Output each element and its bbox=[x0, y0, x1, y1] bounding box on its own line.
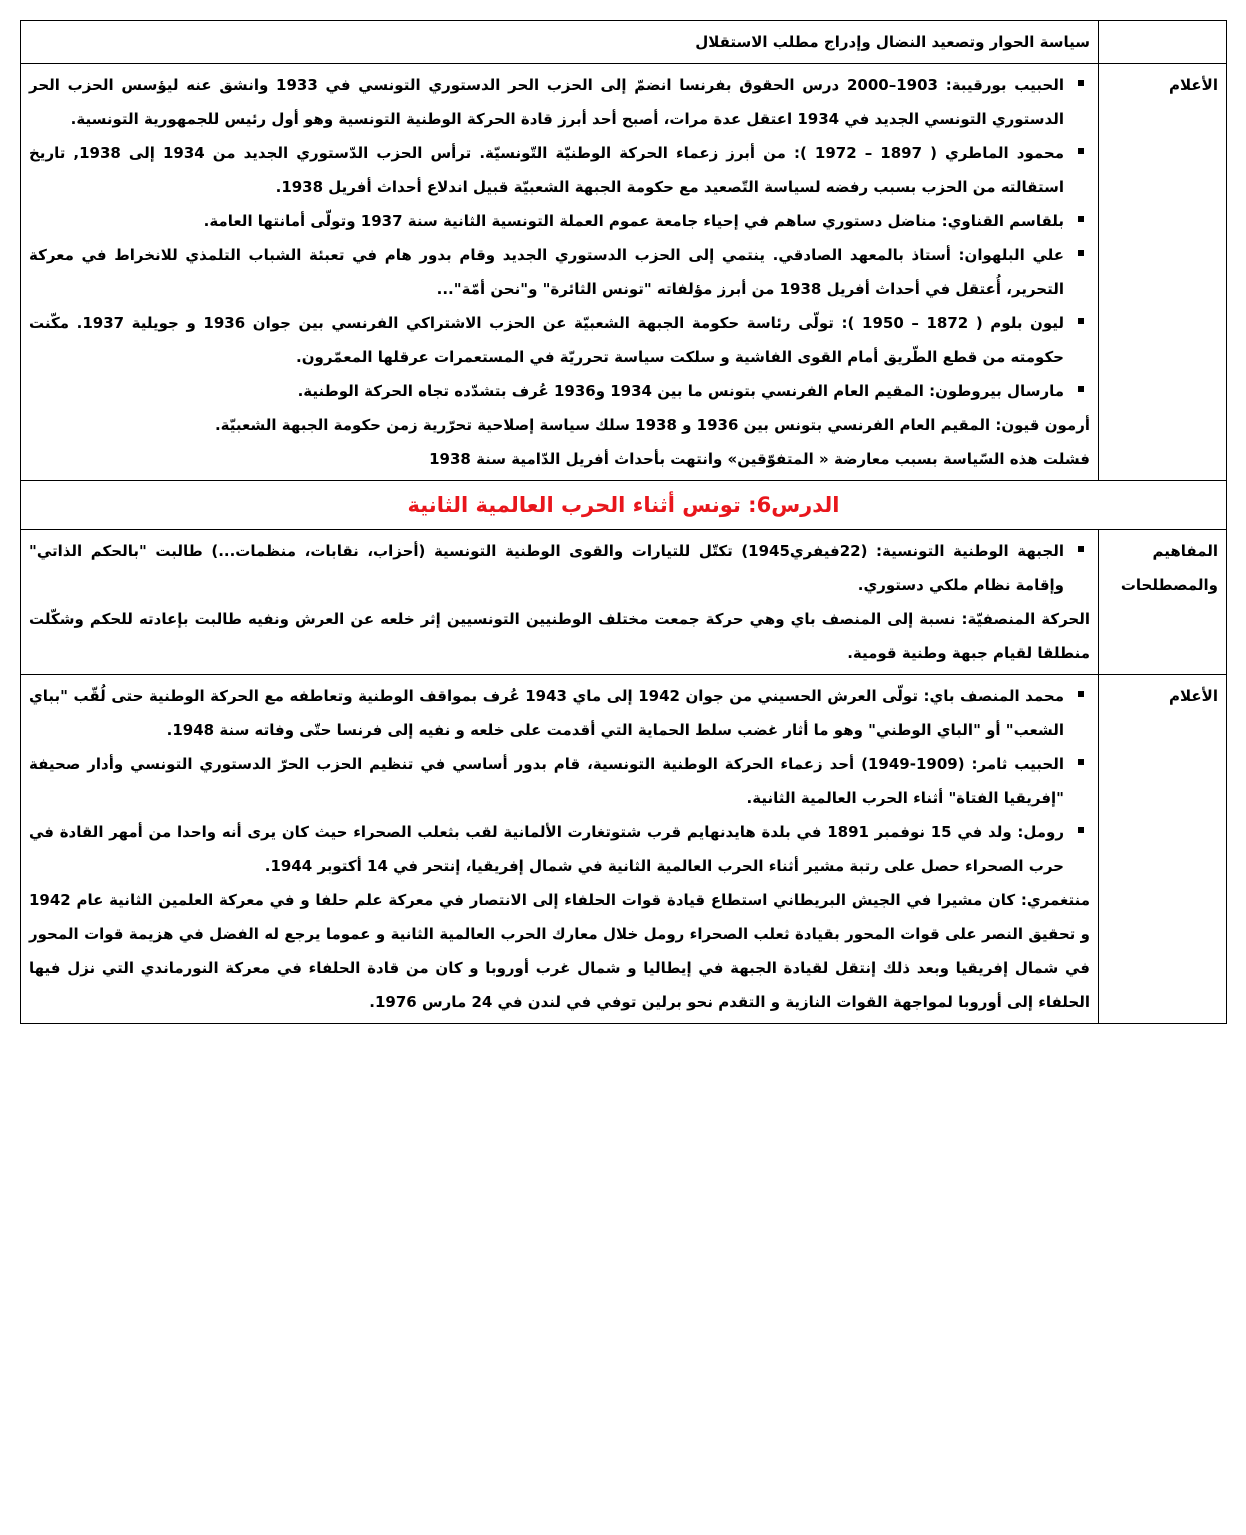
list-item: ليون بلوم ( 1872 – 1950 ): تولّى رئاسة حكومة الجبهة الشعبيّة عن الحزب الاشتراكي الفرنسي بين جوان 1936 و جويلية 1937. مكّنت حكومته من قطع الطّريق أمام القوى الفاشية و سلكت سياسة تحرريّة في المستعمرات عرقلها المعمّرون. bbox=[29, 306, 1090, 374]
empty-label-cell bbox=[1099, 21, 1227, 64]
row-label-concepts bbox=[1099, 530, 1227, 675]
alam-content bbox=[21, 675, 1099, 1024]
alam-content bbox=[21, 64, 1099, 481]
concepts-content bbox=[21, 530, 1099, 675]
section-title-row bbox=[21, 21, 1227, 64]
list-item: الحبيب ثامر: (1909-1949) أحد زعماء الحركة الوطنية التونسية، قام بدور أساسي في تنظيم الحزب الحرّ الدستوري التونسي وأدار صحيفة "إفريقيا الفتاة" أثناء الحرب العالمية الثانية. bbox=[29, 747, 1090, 815]
section-alam-1 bbox=[21, 64, 1227, 481]
list-item: رومل: ولد في 15 نوفمبر 1891 في بلدة هايدنهايم قرب شتوتغارت الألمانية لقب بثعلب الصحراء حيث كان يرى أنه واحدا من أمهر القادة في حرب الصحراء حصل على رتبة مشير أثناء الحرب العالمية الثانية في شمال إفريقيا، إنتحر في 14 أكتوبر 1944. bbox=[29, 815, 1090, 883]
alam-list bbox=[29, 679, 1090, 883]
paragraph: الحركة المنصفيّة: نسبة إلى المنصف باي وهي حركة جمعت مختلف الوطنيين التونسيين إثر خلعه عن العرش ونفيه طالبت بإعادته للحكم وشكّلت منطلقا لقيام جبهة وطنية قومية. bbox=[29, 610, 1090, 662]
section-concepts bbox=[21, 530, 1227, 675]
lesson-title-row bbox=[21, 481, 1227, 530]
lesson-title: الدرس6: تونس أثناء الحرب العالمية الثانية bbox=[21, 481, 1227, 530]
list-item: مارسال بيروطون: المقيم العام الفرنسي بتونس ما بين 1934 و1936 عُرف بتشدّده تجاه الحركة الوطنية. bbox=[29, 374, 1090, 408]
row-label-line: المفاهيم bbox=[1152, 542, 1218, 560]
paragraph: فشلت هذه السّياسة بسبب معارضة « المتفوّقين» وانتهت بأحداث أفريل الدّامية سنة 1938 bbox=[429, 450, 1090, 468]
concepts-list bbox=[29, 534, 1090, 602]
list-item: الحبيب بورقيبة: 1903–2000 درس الحقوق بفرنسا انضمّ إلى الحزب الحر الدستوري التونسي في 1933 وانشق عنه ليؤسس الحزب الحر الدستوري التونسي الجديد في 1934 اعتقل عدة مرات، أصبح أحد أبرز قادة الحركة الوطنية التونسية وهو أول رئيس للجمهورية التونسية. bbox=[29, 68, 1090, 136]
alam-list bbox=[29, 68, 1090, 408]
row-label-line: والمصطلحات bbox=[1120, 576, 1218, 594]
list-item: علي البلهوان: أستاذ بالمعهد الصادقي. ينتمي إلى الحزب الدستوري الجديد وقام بدور هام في تعبئة الشباب التلمذي للانخراط في معركة التحرير، أُعتقل في أحداث أفريل 1938 من أبرز مؤلفاته "تونس الثائرة" و"نحن أمّة"... bbox=[29, 238, 1090, 306]
paragraph: أرمون قيون: المقيم العام الفرنسي بتونس بين 1936 و 1938 سلك سياسة إصلاحية تحرّرية زمن حكومة الجبهة الشعبيّة. bbox=[214, 416, 1090, 434]
document-table bbox=[20, 20, 1227, 1024]
list-item: بلقاسم القناوي: مناضل دستوري ساهم في إحياء جامعة عموم العملة التونسية الثانية سنة 1937 وتولّى أمانتها العامة. bbox=[29, 204, 1090, 238]
row-label-alam: الأعلام bbox=[1099, 64, 1227, 481]
paragraph: منتغمري: كان مشيرا في الجيش البريطاني استطاع قيادة قوات الحلفاء إلى الانتصار في معركة علم حلفا و في معركة العلمين الثانية عام 1942 و تحقيق النصر على قوات المحور بقيادة ثعلب الصحراء رومل خلال معارك الحرب العالمية الثانية و عموما يرجع له الفضل في هزيمة قوات المحور في شمال إفريقيا وبعد ذلك إنتقل لقيادة الجبهة في إيطاليا و شمال غرب أوروبا و كان من قادة الحلفاء في معركة النورماندي التي نزل فيها الحلفاء إلى أوروبا لمواجهة القوات النازية و التقدم نحو برلين توفي في لندن في 24 مارس 1976. bbox=[29, 891, 1090, 1011]
list-item: محمود الماطري ( 1897 – 1972 ): من أبرز زعماء الحركة الوطنيّة التّونسيّة. ترأس الحزب الدّستوري الجديد من 1934 إلى 1938, تاريخ استقالته من الحزب بسبب رفضه لسياسة التّصعيد مع حكومة الجبهة الشعبيّة قبيل اندلاع أحداث أفريل 1938. bbox=[29, 136, 1090, 204]
section-alam-2 bbox=[21, 675, 1227, 1024]
list-item: محمد المنصف باي: تولّى العرش الحسيني من جوان 1942 إلى ماي 1943 عُرف بمواقف الوطنية وتعاطفه مع الحركة الوطنية حتى لُقّب "بباي الشعب" أو "الباي الوطني" وهو ما أثار غضب سلط الحماية التي أقدمت على خلعه و نفيه إلى فرنسا حتّى وفاته سنة 1948. bbox=[29, 679, 1090, 747]
section-title: سياسة الحوار وتصعيد النضال وإدراج مطلب الاستقلال bbox=[21, 21, 1099, 64]
list-item: الجبهة الوطنية التونسية: (22فيفري1945) تكتّل للتيارات والقوى الوطنية التونسية (أحزاب، نقابات، منظمات...) طالبت "بالحكم الذاتي" وإقامة نظام ملكي دستوري. bbox=[29, 534, 1090, 602]
row-label-alam: الأعلام bbox=[1099, 675, 1227, 1024]
